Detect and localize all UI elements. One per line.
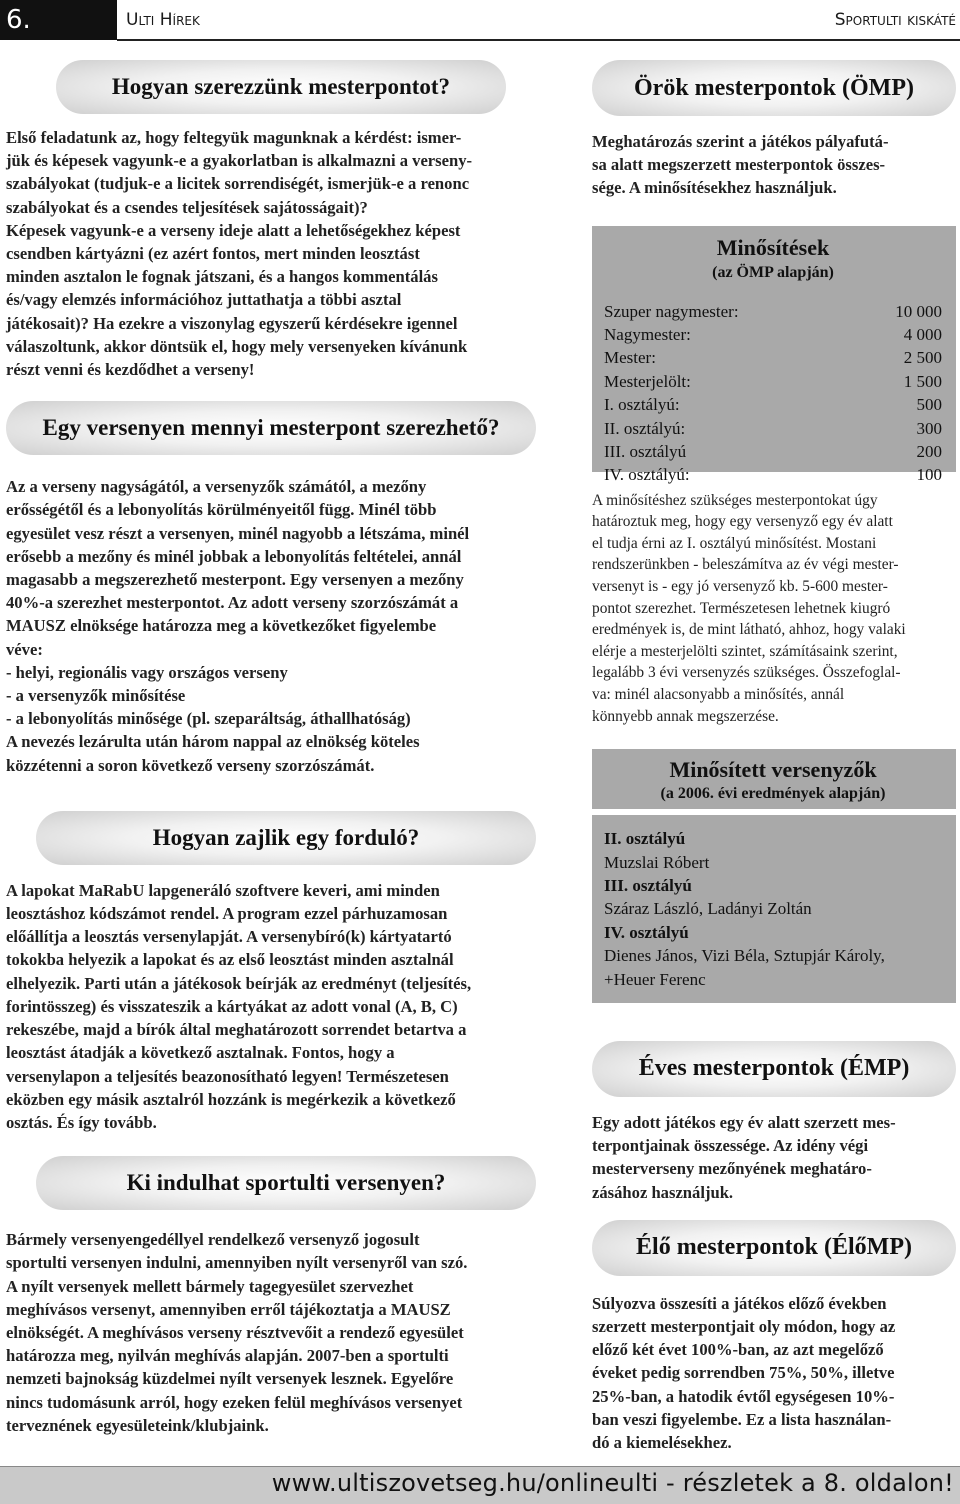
line: és/vagy elemzés információhoz juttathatja a többi asztal: [6, 290, 402, 310]
line: Képesek vagyunk-e a verseny ideje alatt a lehetőségekhez képest: [6, 220, 461, 240]
rank-label: Szuper nagymester:: [604, 301, 739, 321]
line: eközben egy másik asztalról hozzánk is megérkezik a következő: [6, 1089, 456, 1109]
line: legalább 3 évi versenyzés szükséges. Összefoglal-: [592, 664, 901, 682]
line: terpontjainak összessége. Az idény végi: [592, 1136, 869, 1156]
line: előállítja a leosztás versenylapját. A versenybíró(k) kártyatartó: [6, 927, 452, 947]
line: A nevezés lezárulta után három nappal az elnökség köteles: [6, 732, 420, 752]
line: Az a verseny nagyságától, a versenyzők számától, a mezőny: [6, 477, 427, 497]
minositesek-title: Minősítések: [716, 234, 830, 260]
line: pontot szerezhet. Természetesen lehetnek kiugró: [592, 599, 891, 617]
minositett-subtitle: (a 2006. évi eredmények alapján): [660, 785, 886, 803]
line: könnyebb annak megszerzése.: [592, 707, 779, 725]
left-column: [6, 60, 566, 1437]
rank-value: 100: [916, 465, 942, 485]
line: mesterverseny mezőnyének meghatáro-: [592, 1159, 872, 1179]
rank-value: 4 000: [903, 325, 942, 345]
line: 40%-a szerezhet mesterpontot. Az adott verseny szorzószámát a: [6, 593, 459, 613]
rank-value: 2 500: [903, 348, 942, 368]
line: leosztást átadják a következő asztalnak. Fontos, hogy a: [6, 1043, 395, 1063]
player-names: Dienes János, Vizi Béla, Sztupjár Károly,: [604, 946, 885, 966]
rank-value: 1 500: [903, 371, 942, 391]
section-body-fordulo: [6, 879, 566, 1134]
line: versenylapon a teljesítés beazonosítható legyen! Természetesen: [6, 1066, 449, 1086]
rank-row: [604, 370, 942, 393]
line: 25%-ban, a hatodik évtől egységesen 10%-: [592, 1386, 895, 1406]
section-body-mennyi: [6, 475, 566, 777]
section-heading-mennyi: Egy versenyen mennyi mesterpont szerezhető?: [6, 401, 536, 455]
line: el tudja érni az I. osztályú minősítést. Mostani: [592, 534, 877, 552]
rank-value: 200: [916, 442, 942, 462]
class-label: IV. osztályú: [604, 922, 689, 942]
line: előző két évet 100%-ban, az azt megelőző: [592, 1340, 884, 1360]
line: A nyílt versenyek mellett bármely tagegyesület szervezhet: [6, 1276, 414, 1296]
footer-link-text[interactable]: www.ultiszovetseg.hu/onlineulti - részletek a 8. oldalon!: [271, 1469, 954, 1497]
line: eredmények is, de mint látható, ahhoz, hogy valaki: [592, 621, 906, 639]
rank-label: III. osztályú: [604, 442, 687, 462]
section-heading-elmp: Élő mesterpontok (ÉlőMP): [592, 1220, 956, 1276]
section-body-ki-indulhat: [6, 1228, 566, 1437]
minositesek-description: [592, 490, 956, 728]
section-heading-mesterpont: Hogyan szerezzünk mesterpontot?: [56, 60, 506, 114]
header-rule: [117, 39, 960, 41]
minositett-list-box: [592, 815, 956, 1003]
publication-title: Ulti Hírek: [126, 10, 200, 30]
rank-label: II. osztályú:: [604, 418, 686, 438]
line: csendben kártyázni (ez azért fontos, mert minden leosztást: [6, 244, 420, 264]
rank-row: [604, 300, 942, 323]
line: szerzett mesterpontjait oly módon, hogy az: [592, 1317, 896, 1336]
line: véve:: [6, 639, 43, 659]
line: A lapokat MaRabU lapgeneráló szoftvere keveri, ami minden: [6, 880, 440, 900]
minositesek-box: [592, 226, 956, 485]
rank-value: 10 000: [895, 301, 942, 321]
line: sportulti versenyen indulni, amennyiben nyílt versenyről van szó.: [6, 1253, 468, 1273]
rank-row: [604, 463, 942, 486]
line: zásához használjuk.: [592, 1182, 734, 1202]
line: határozza meg, nyilván meghívás alapján. 2007-ben a sportulti: [6, 1346, 449, 1366]
rank-row: [604, 323, 942, 346]
line: meghívásos versenyt, amennyiben erről tájékoztatja a MAUSZ: [6, 1299, 451, 1319]
line: osztás. És így tovább.: [6, 1112, 157, 1132]
line: erősebb a mezőny és minél jobbak a lebonyolítás feltételei, annál: [6, 546, 462, 566]
line: szabályokat és a csendes teljesítések sajátosságait)?: [6, 197, 368, 217]
line: magasabb a megszerezhető mesterpont. Egy versenyen a mezőny: [6, 570, 464, 590]
line: rekeszébe, majd a bírók által meghatározott sorrendet betartva a: [6, 1020, 467, 1040]
minositesek-subtitle: (az ÖMP alapján): [712, 263, 834, 281]
page-header: [0, 0, 960, 40]
line: Meghatározás szerint a játékos pályafutá-: [592, 132, 889, 151]
line: MAUSZ elnöksége határozza meg a következőket figyelembe: [6, 616, 437, 636]
rank-label: Mesterjelölt:: [604, 371, 691, 391]
line: sa alatt megszerzett mesterpontok összes-: [592, 155, 886, 175]
rank-row: [604, 346, 942, 369]
rank-label: Mester:: [604, 348, 656, 368]
player-names: Száraz László, Ladányi Zoltán: [604, 899, 812, 919]
rank-row: [604, 417, 942, 440]
section-body-elmp: [592, 1292, 956, 1454]
page-footer: [0, 1466, 960, 1504]
line: tokokba helyezik a lapokat és az első leosztást minden asztalnál: [6, 950, 454, 970]
line: rendszerünkben - beleszámítva az év végi mester-: [592, 556, 899, 574]
line: szabályokat (tudjuk-e a licitek sorrendiségét, ismerjük-e a renonc: [6, 174, 470, 194]
rank-label: I. osztályú:: [604, 395, 680, 415]
section-body-omp: [592, 130, 956, 200]
line: terveznének egyesületeink/klubjaink.: [6, 1415, 269, 1435]
minositett-header-box: [592, 749, 956, 809]
section-heading-fordulo: Hogyan zajlik egy forduló?: [36, 811, 536, 865]
line: minden asztalon le fognak játszani, és a hangos kommentálás: [6, 267, 438, 287]
line: közzétenni a soron következő verseny szorzószámát.: [6, 755, 375, 775]
line: elnökségét. A meghívásos verseny résztvevőit a rendező egyesület: [6, 1322, 464, 1342]
rank-value: 500: [916, 395, 942, 415]
line: elhelyezik. Parti után a játékosok beírják az eredményt (teljesítés,: [6, 973, 472, 993]
line: dó a kiemelésekhez.: [592, 1433, 732, 1453]
minositett-title: Minősített versenyzők: [669, 757, 877, 783]
rank-row: [604, 440, 942, 463]
section-heading-emp: Éves mesterpontok (ÉMP): [592, 1041, 956, 1097]
line: éveket pedig sorrendben 75%, 50%, illetve: [592, 1363, 895, 1383]
list-item: - a lebonyolítás minősége (pl. szeparáltság, áthallhatóság): [6, 709, 411, 729]
line: versenyt is - egy jó versenyző kb. 5-600 mester-: [592, 577, 888, 595]
class-label: II. osztályú: [604, 829, 686, 849]
section-body-mesterpont: [6, 126, 566, 381]
minositesek-table: [604, 300, 942, 487]
player-names: +Heuer Ferenc: [604, 969, 706, 989]
line: Egy adott játékos egy év alatt szerzett mes-: [592, 1112, 896, 1132]
line: ban veszi figyelembe. Ez a lista használan-: [592, 1409, 892, 1429]
line: részt venni és kezdődhet a verseny!: [6, 360, 255, 380]
section-body-emp: [592, 1111, 956, 1204]
rank-label: Nagymester:: [604, 325, 691, 345]
line: erősségétől és a lebonyolítás körülményeitől függ. Minél több: [6, 500, 437, 520]
page-number: 6.: [0, 0, 117, 40]
player-names: Muzslai Róbert: [604, 852, 710, 872]
line: forintösszeg) és visszateszik a kártyákat az adott vonal (A, B, C): [6, 996, 458, 1016]
line: jük és képesek vagyunk-e a gyakorlatban is alkalmazni a verseny-: [6, 151, 473, 171]
line: Bármely versenyengedéllyel rendelkező versenyző jogosult: [6, 1230, 420, 1250]
rank-row: [604, 393, 942, 416]
section-title: Sportulti kiskáté: [834, 10, 956, 30]
line: nincs tudomásunk arról, hogy ezeken felül meghívásos versenyet: [6, 1392, 463, 1412]
list-item: - a versenyzők minősítése: [6, 686, 186, 706]
section-heading-omp: Örök mesterpontok (ÖMP): [592, 60, 956, 116]
line: határoztuk meg, hogy egy versenyző egy év alatt: [592, 513, 893, 531]
rank-value: 300: [916, 418, 942, 438]
line: elérje a mesterjelölti szintet, számításaink szerint,: [592, 642, 898, 660]
line: egyesület vesz részt a versenyen, minél nagyobb a létszáma, minél: [6, 523, 470, 543]
line: sége. A minősítésekhez használjuk.: [592, 178, 837, 198]
rank-label: IV. osztályú:: [604, 465, 690, 485]
line: va: minél alacsonyabb a minősítés, annál: [592, 685, 845, 703]
line: Súlyozva összesíti a játékos előző években: [592, 1293, 887, 1313]
list-item: - helyi, regionális vagy országos verseny: [6, 662, 288, 682]
line: leosztáshoz kódszámot rendel. A program ezzel párhuzamosan: [6, 904, 448, 924]
line: A minősítéshez szükséges mesterpontokat úgy: [592, 491, 878, 509]
line: nemzeti bajnokság küzdelmei nyílt versenyek lesznek. Egyelőre: [6, 1369, 454, 1389]
right-column: [592, 60, 956, 1454]
line: válaszoltunk, akkor döntsük el, hogy mely versenyeken kívánunk: [6, 336, 468, 356]
line: Első feladatunk az, hogy feltegyük magunknak a kérdést: ismer-: [6, 128, 462, 147]
class-label: III. osztályú: [604, 875, 692, 895]
line: játékosait)? Ha ezekre a viszonylag egyszerű kérdésekre igennel: [6, 313, 458, 333]
section-heading-ki-indulhat: Ki indulhat sportulti versenyen?: [36, 1156, 536, 1210]
